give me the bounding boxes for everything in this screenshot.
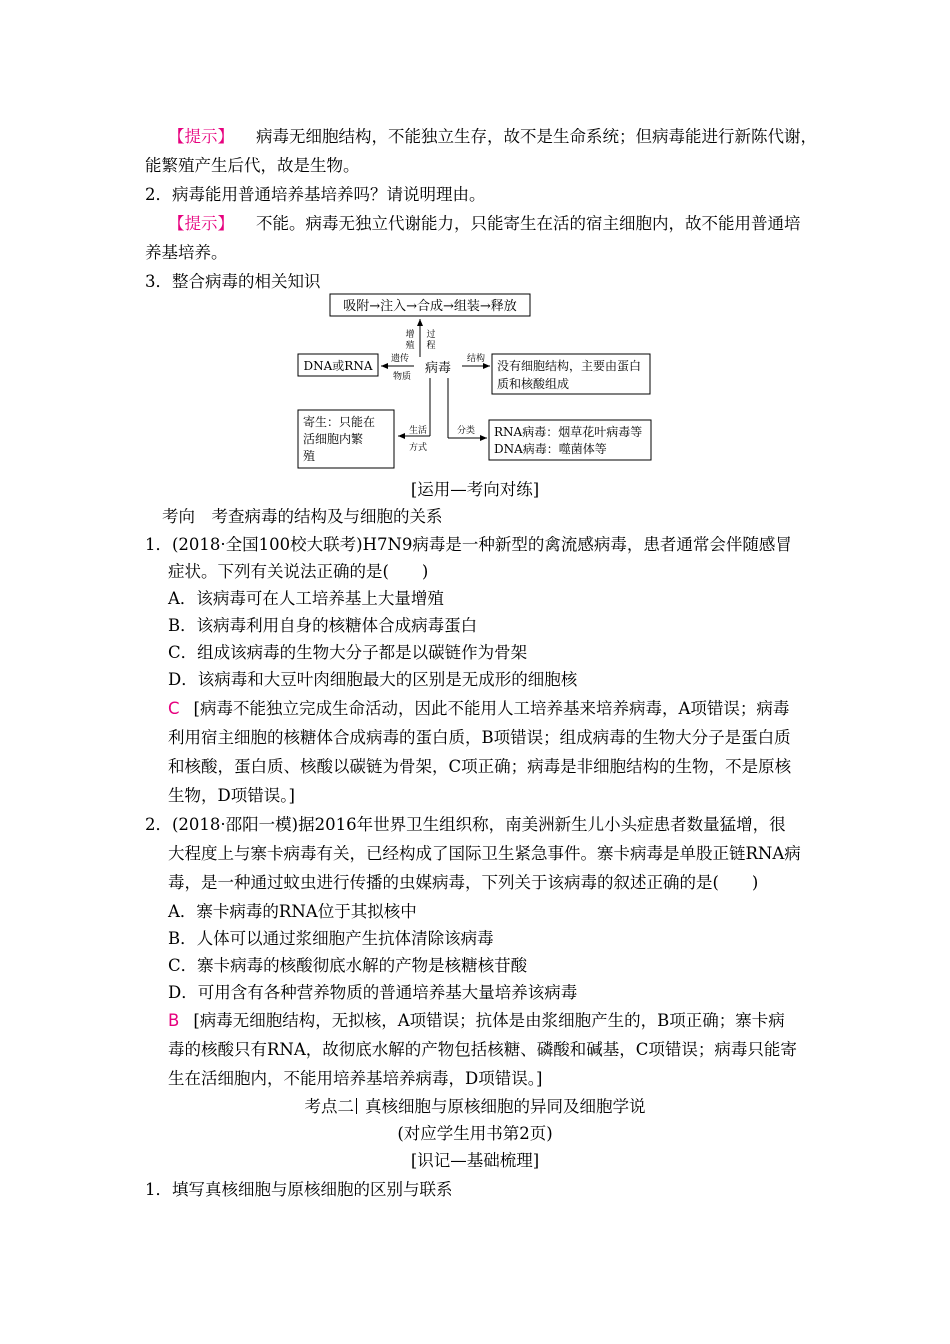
- problem-1-option-c: C．组成该病毒的生物大分子都是以碳链作为骨架: [168, 643, 528, 662]
- problem-1-explanation-2: 利用宿主细胞的核糖体合成病毒的蛋白质，B项错误；组成病毒的生物大分子是蛋白质: [168, 728, 791, 747]
- problem-2-option-d: D．可用含有各种营养物质的普通培养基大量培养该病毒: [168, 983, 578, 1002]
- vert-right-1: 过: [426, 330, 436, 340]
- virus-knowledge-diagram: [0, 0, 950, 480]
- classification-text-2: DNA病毒：噬菌体等: [494, 442, 607, 456]
- vert-right-2: 程: [426, 341, 436, 351]
- problem-2-stem-cont: 大程度上与寨卡病毒有关，已经构成了国际卫生紧急事件。寨卡病毒是单股正链RNA病: [168, 844, 801, 863]
- bl-label-1: 生活: [408, 426, 428, 436]
- fill-in-instruction: 1．填写真核细胞与原核细胞的区别与联系: [145, 1180, 453, 1199]
- left-label-1: 遗传: [390, 354, 410, 364]
- section-heading-memorize: [识记—基础梳理]: [410, 1151, 540, 1170]
- problem-2-stem: 2．(2018·邵阳一模)据2016年世界卫生组织称，南美洲新生儿小头症患者数量猛增，很: [145, 815, 786, 834]
- hint-tag: 【提示】: [168, 127, 234, 146]
- right-label: 结构: [466, 354, 486, 364]
- classification-text-1: RNA病毒：烟草花叶病毒等: [494, 425, 643, 439]
- genetic-material-text: DNA或RNA: [303, 359, 373, 373]
- key-point-label: 考点二: [304, 1097, 354, 1116]
- lifestyle-text-1: 寄生：只能在: [303, 415, 376, 429]
- answer-letter: B: [168, 1011, 180, 1030]
- hint-text-cont: 能繁殖产生后代，故是生物。: [145, 156, 360, 175]
- problem-1-option-b: B．该病毒利用自身的核糖体合成病毒蛋白: [168, 616, 478, 635]
- problem-2-stem-cont-2: 毒，是一种通过蚊虫进行传播的虫媒病毒，下列关于该病毒的叙述正确的是( ): [168, 873, 759, 892]
- structure-text-2: 质和核酸组成: [497, 377, 570, 391]
- question-3: 3．整合病毒的相关知识: [145, 272, 321, 291]
- lifestyle-text-3: 殖: [303, 449, 316, 463]
- bl-label-2: 方式: [408, 443, 428, 453]
- explanation-text: [病毒不能独立完成生命活动，因此不能用人工培养基来培养病毒，A项错误；病毒: [193, 699, 790, 718]
- key-point-heading: [0, 1096, 950, 1118]
- problem-2-explanation-3: 生在活细胞内，不能用培养基培养病毒，D项错误。]: [168, 1069, 543, 1088]
- problem-1-explanation: [168, 698, 789, 720]
- hint-text: 不能。病毒无独立代谢能力，只能寄生在活的宿主细胞内，故不能用普通培: [256, 214, 801, 233]
- problem-2-option-b: B．人体可以通过浆细胞产生抗体清除该病毒: [168, 929, 494, 948]
- lifestyle-text-2: 活细胞内繁: [303, 432, 364, 446]
- structure-text-1: 没有细胞结构，主要由蛋白: [497, 359, 642, 373]
- problem-1-option-a: A．该病毒可在人工培养基上大量增殖: [168, 589, 444, 608]
- problem-2-option-a: A．寨卡病毒的RNA位于其拟核中: [168, 902, 417, 921]
- key-point-title: 真核细胞与原核细胞的异同及细胞学说: [365, 1097, 646, 1116]
- book-reference: (对应学生用书第2页): [397, 1124, 553, 1143]
- problem-2-explanation: [168, 1010, 785, 1032]
- explanation-text: [病毒无细胞结构，无拟核，A项错误；抗体是由浆细胞产生的，B项正确；寨卡病: [193, 1011, 785, 1030]
- problem-1-stem-cont: 症状。下列有关说法正确的是( ): [168, 562, 429, 581]
- vert-left-1: 增: [405, 330, 415, 340]
- section-heading-use: [运用—考向对练]: [410, 480, 540, 499]
- hint-text: 病毒无细胞结构，不能独立生存，故不是生命系统；但病毒能进行新陈代谢，: [256, 127, 817, 146]
- process-text: 吸附→注入→合成→组装→释放: [343, 299, 517, 314]
- question-2: 2．病毒能用普通培养基培养吗？请说明理由。: [145, 185, 486, 204]
- br-label: 分类: [456, 426, 476, 436]
- problem-2-option-c: C．寨卡病毒的核酸彻底水解的产物是核糖核苷酸: [168, 956, 528, 975]
- hint-tag: 【提示】: [168, 214, 234, 233]
- exam-direction: 考向 考查病毒的结构及与细胞的关系: [162, 507, 443, 526]
- key-point-divider: [356, 1098, 357, 1114]
- hint-text-cont: 养基培养。: [145, 243, 228, 262]
- left-label-2: 物质: [392, 372, 412, 382]
- problem-1-explanation-3: 和核酸，蛋白质、核酸以碳链为骨架，C项正确；病毒是非细胞结构的生物，不是原核: [168, 757, 792, 776]
- vert-left-2: 殖: [405, 341, 415, 351]
- problem-1-explanation-4: 生物，D项错误。]: [168, 786, 295, 805]
- problem-1-option-d: D．该病毒和大豆叶肉细胞最大的区别是无成形的细胞核: [168, 670, 578, 689]
- center-virus: 病毒: [424, 361, 452, 376]
- answer-letter: C: [168, 699, 180, 718]
- problem-1-stem: 1．(2018·全国100校大联考)H7N9病毒是一种新型的禽流感病毒，患者通常会伴随感冒: [145, 535, 792, 554]
- problem-2-explanation-2: 毒的核酸只有RNA，故彻底水解的产物包括核糖、磷酸和碱基，C项错误；病毒只能寄: [168, 1040, 797, 1059]
